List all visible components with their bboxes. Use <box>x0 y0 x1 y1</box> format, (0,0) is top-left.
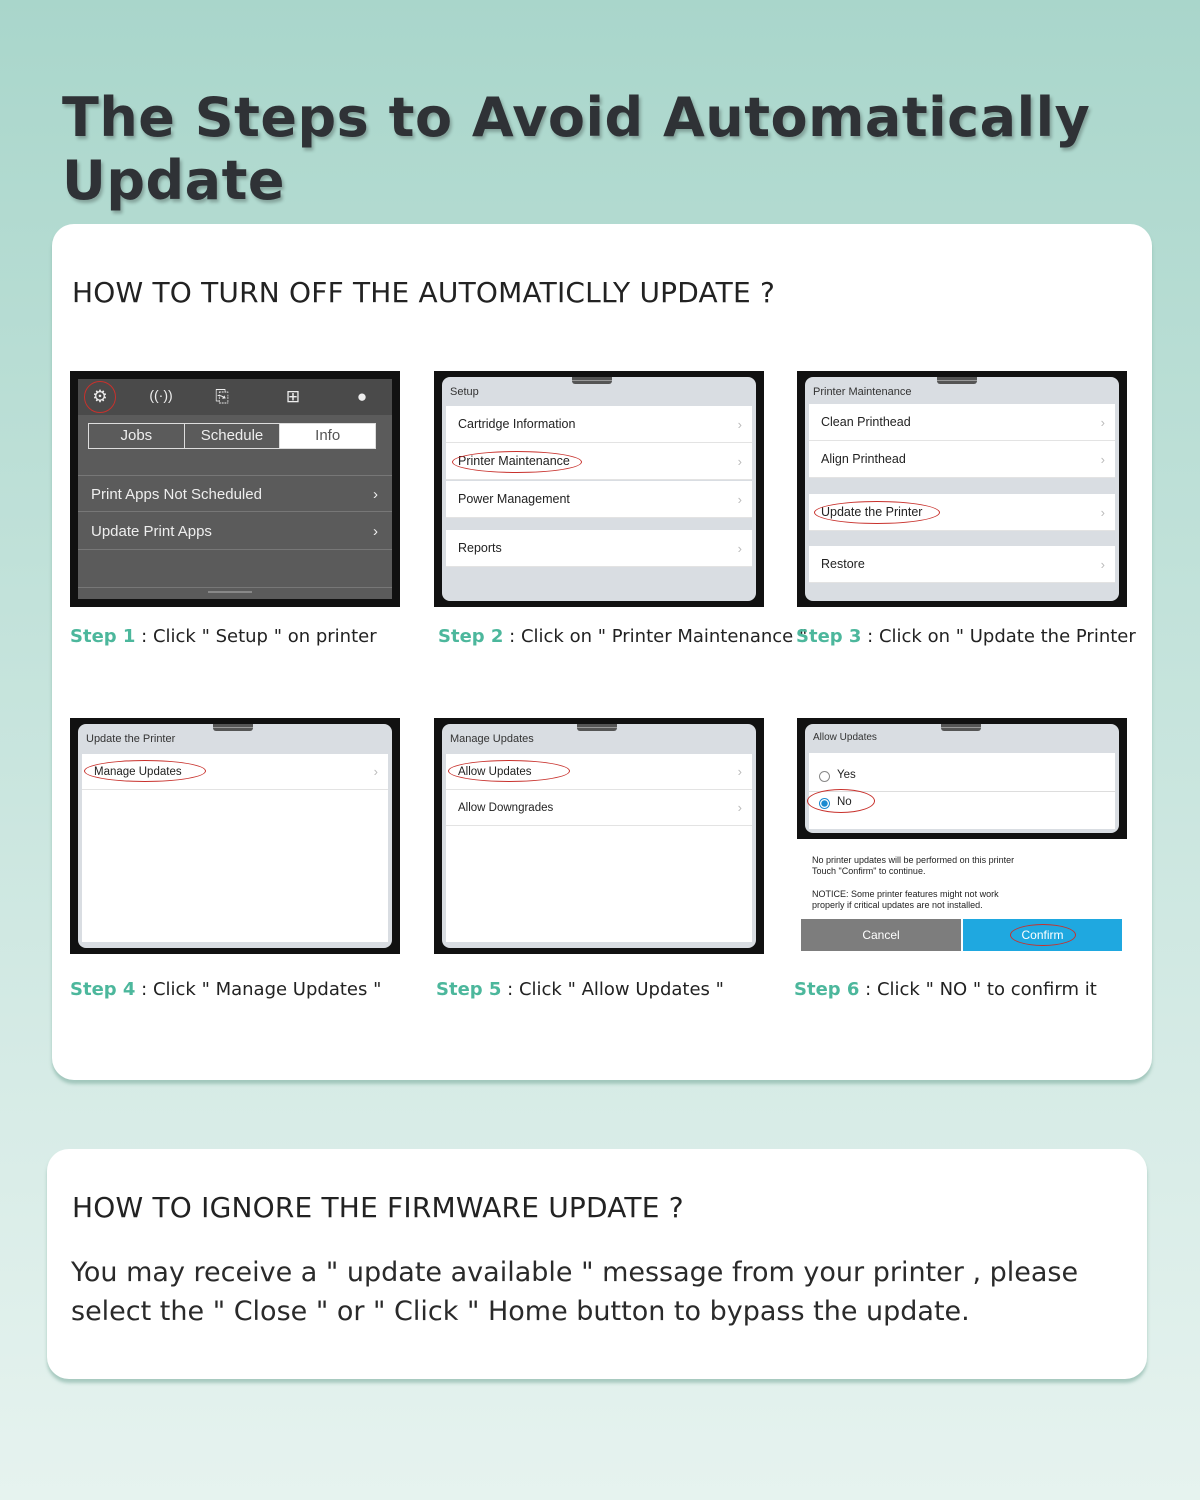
chevron-right-icon: › <box>737 492 742 507</box>
chevron-right-icon: › <box>737 417 742 432</box>
list-item-label: Allow Updates <box>458 766 532 778</box>
step3-caption <box>796 626 1136 647</box>
step6-caption <box>794 979 1097 1000</box>
copy-icon[interactable]: ⎘ <box>215 387 229 406</box>
step2-caption <box>438 626 807 647</box>
list-item[interactable] <box>446 406 752 443</box>
highlight-oval <box>814 501 940 524</box>
screen-header: Setup <box>450 386 479 398</box>
confirm-label: Confirm <box>1021 928 1064 942</box>
step-text: : Click on " Printer Maintenance " <box>503 626 808 647</box>
allow-updates-screen <box>805 724 1119 833</box>
list-item[interactable] <box>446 754 752 790</box>
ink-drop-icon[interactable]: ● <box>356 387 368 406</box>
list-item-label: Manage Updates <box>94 766 182 778</box>
list-item-label: Cartridge Information <box>458 417 576 431</box>
step-label: Step 5 <box>436 979 502 1000</box>
highlight-oval <box>84 760 206 782</box>
chevron-right-icon: › <box>737 541 742 556</box>
list-item[interactable] <box>446 790 752 826</box>
chevron-right-icon: › <box>737 764 742 779</box>
step-text: : Click " NO " to confirm it <box>859 979 1097 1000</box>
list-item-label: Reports <box>458 541 502 555</box>
step-label: Step 1 <box>70 626 136 647</box>
list-item-label: Clean Printhead <box>821 415 911 429</box>
setup-screen <box>442 377 756 601</box>
tab-info[interactable]: Info <box>280 424 375 448</box>
chevron-right-icon: › <box>1100 557 1105 572</box>
step2-screen <box>434 371 764 607</box>
step-label: Step 6 <box>794 979 860 1000</box>
highlight-oval <box>452 451 582 473</box>
option-yes-label: Yes <box>837 769 856 781</box>
notice-line: No printer updates will be performed on this printer <box>812 855 1015 865</box>
section-body: You may receive a " update available " message from your printer , please select the " Close " or " Click " Home button to bypass the update. <box>71 1257 1079 1327</box>
step1-caption <box>70 626 377 647</box>
list-item[interactable] <box>446 530 752 567</box>
step5-caption <box>436 979 724 1000</box>
grip-handle <box>572 377 612 384</box>
screen-header: Allow Updates <box>813 732 877 743</box>
step1-screen <box>70 371 400 607</box>
step-text: : Click " Allow Updates " <box>501 979 724 1000</box>
list-item-label: Update Print Apps <box>91 523 212 540</box>
ignore-firmware-card <box>47 1149 1147 1379</box>
page-title: The Steps to Avoid Automatically Update <box>62 86 1091 212</box>
list-item[interactable] <box>446 443 752 480</box>
tab-schedule[interactable]: Schedule <box>185 424 281 448</box>
gear-icon[interactable]: ⚙ <box>92 387 108 406</box>
list-item[interactable] <box>809 404 1115 441</box>
step5-screen <box>434 718 764 954</box>
grip-handle <box>213 724 253 731</box>
notice-line: properly if critical updates are not installed. <box>812 900 983 910</box>
grip-handle <box>941 724 981 731</box>
highlight-oval <box>807 789 875 813</box>
tab-bar <box>88 423 376 449</box>
cancel-button[interactable]: Cancel <box>801 919 961 951</box>
chevron-right-icon: › <box>1100 505 1105 520</box>
step-text: : Click on " Update the Printer <box>861 626 1136 647</box>
step6-screen <box>797 718 1127 839</box>
printer-maintenance-screen <box>805 377 1119 601</box>
wireless-icon[interactable]: ((·)) <box>149 387 173 403</box>
list-item-label: Restore <box>821 557 865 571</box>
highlight-oval <box>1010 924 1076 946</box>
chevron-right-icon: › <box>373 764 378 779</box>
notice-line: NOTICE: Some printer features might not work <box>812 889 999 899</box>
step-label: Step 3 <box>796 626 862 647</box>
chevron-right-icon: › <box>373 486 378 503</box>
update-printer-screen <box>78 724 392 948</box>
list-item[interactable] <box>82 754 388 790</box>
step-text: : Click " Setup " on printer <box>135 626 377 647</box>
chevron-right-icon: › <box>1100 452 1105 467</box>
step-label: Step 4 <box>70 979 136 1000</box>
chevron-right-icon: › <box>1100 415 1105 430</box>
step-text: : Click " Manage Updates " <box>135 979 382 1000</box>
tab-jobs[interactable]: Jobs <box>89 424 185 448</box>
list-item[interactable] <box>446 481 752 518</box>
list-item[interactable] <box>809 441 1115 478</box>
step-label: Step 2 <box>438 626 504 647</box>
notice-line: Touch "Confirm" to continue. <box>812 866 926 876</box>
list-item-label: Power Management <box>458 492 570 506</box>
screen-header: Update the Printer <box>86 733 176 745</box>
list-item[interactable] <box>809 494 1115 531</box>
network-icon[interactable]: ⊞ <box>285 387 301 406</box>
grip-handle <box>577 724 617 731</box>
list-item[interactable] <box>78 475 392 512</box>
grip-handle <box>937 377 977 384</box>
manage-updates-screen <box>442 724 756 948</box>
step4-screen <box>70 718 400 954</box>
chevron-right-icon: › <box>737 454 742 469</box>
notice-text <box>812 855 1014 911</box>
list-item-empty <box>78 551 392 588</box>
radio-yes[interactable] <box>819 771 830 782</box>
chevron-right-icon: › <box>373 523 378 540</box>
icon-bar <box>78 379 392 415</box>
section-heading: HOW TO IGNORE THE FIRMWARE UPDATE ? <box>72 1191 684 1224</box>
list-item-label: Align Printhead <box>821 452 906 466</box>
chevron-right-icon: › <box>737 800 742 815</box>
turn-off-update-card <box>52 224 1152 1080</box>
list-item-label: Print Apps Not Scheduled <box>91 486 262 503</box>
screen-header: Manage Updates <box>450 733 534 745</box>
list-item[interactable] <box>78 513 392 550</box>
highlight-oval <box>84 381 116 413</box>
drag-handle[interactable] <box>208 591 252 593</box>
list-item-label: Update the Printer <box>821 505 923 519</box>
list-item-label: Printer Maintenance <box>458 454 570 468</box>
option-no-label: No <box>837 796 852 808</box>
list-item[interactable] <box>809 546 1115 583</box>
section-heading: HOW TO TURN OFF THE AUTOMATICLLY UPDATE ? <box>72 276 776 309</box>
step3-screen <box>797 371 1127 607</box>
highlight-oval <box>448 760 570 782</box>
confirm-button[interactable] <box>963 919 1122 951</box>
list-item-label: Allow Downgrades <box>458 802 554 814</box>
screen-header: Printer Maintenance <box>813 386 912 398</box>
step4-caption <box>70 979 381 1000</box>
printer-home-screen <box>78 379 392 599</box>
